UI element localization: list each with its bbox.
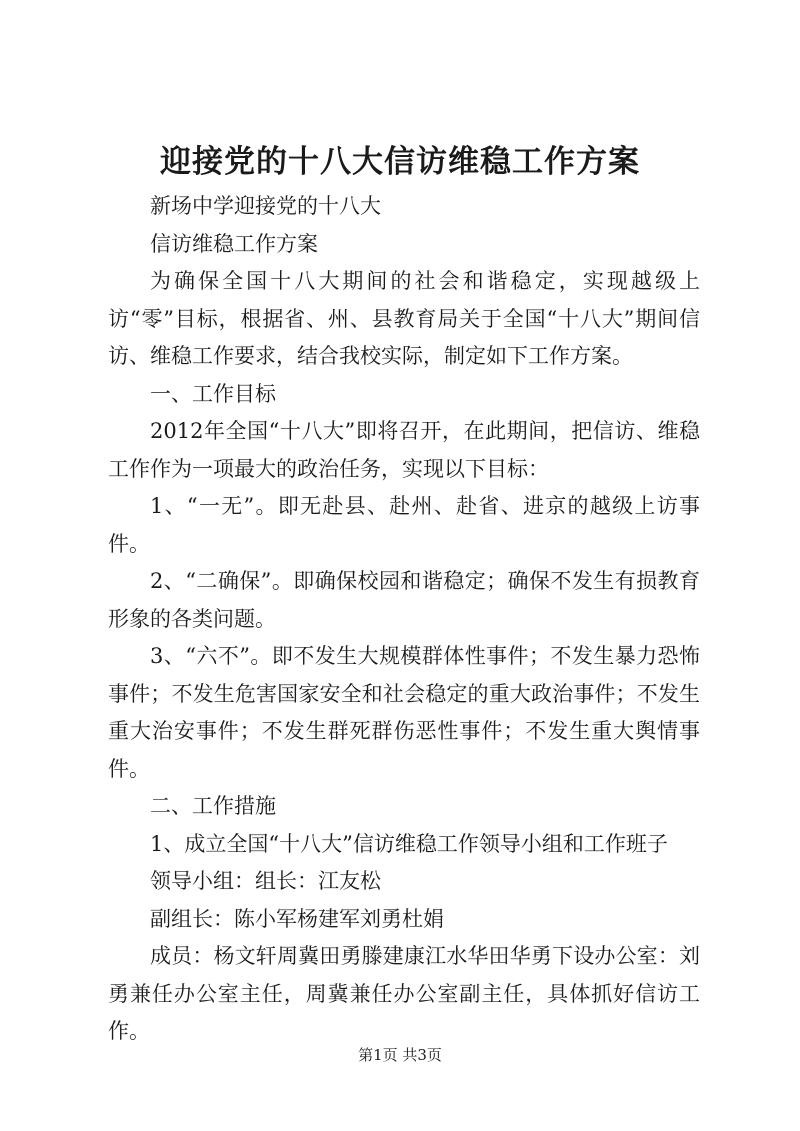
section-heading-goals: 一、工作目标 bbox=[150, 381, 276, 406]
paragraph-goal-1: 1、“一无”。即无赴县、赴州、赴省、进京的越级上访事件。 bbox=[108, 494, 700, 556]
paragraph-plan-name: 信访维稳工作方案 bbox=[150, 231, 318, 256]
paragraph-goals-intro: 2012年全国“十八大”即将召开，在此期间，把信访、维稳工作作为一项最大的政治任务，实现以下目标： bbox=[108, 419, 700, 481]
document-title: 迎接党的十八大信访维稳工作方案 bbox=[160, 144, 640, 180]
paragraph-school-name: 新场中学迎接党的十八大 bbox=[150, 194, 381, 218]
paragraph-measure-1: 1、成立全国“十八大”信访维稳工作领导小组和工作班子 bbox=[150, 831, 668, 856]
paragraph-goal-3: 3、“六不”。即不发生大规模群体性事件；不发生暴力恐怖事件；不发生危害国家安全和社会稳定的重大政治事件；不发生重大治安事件；不发生群死群伤恶性事件；不发生重大舆情事件。 bbox=[108, 644, 700, 781]
paragraph-members: 成员：杨文轩周冀田勇滕建康江水华田华勇下设办公室：刘勇兼任办公室主任，周冀兼任办公室副主任，具体抓好信访工作。 bbox=[108, 944, 700, 1043]
paragraph-deputy-leaders: 副组长：陈小军杨建军刘勇杜娟 bbox=[150, 906, 444, 931]
paragraph-leader: 领导小组：组长：江友松 bbox=[150, 869, 381, 893]
paragraph-intro: 为确保全国十八大期间的社会和谐稳定，实现越级上访“零”目标，根据省、州、县教育局关于全国“十八大”期间信访、维稳工作要求，结合我校实际，制定如下工作方案。 bbox=[108, 269, 700, 368]
page-footer: 第1页 共3页 bbox=[358, 1046, 442, 1064]
section-heading-measures: 二、工作措施 bbox=[150, 794, 276, 818]
paragraph-goal-2: 2、“二确保”。即确保校园和谐稳定；确保不发生有损教育形象的各类问题。 bbox=[108, 569, 700, 631]
document-body bbox=[108, 188, 700, 1051]
